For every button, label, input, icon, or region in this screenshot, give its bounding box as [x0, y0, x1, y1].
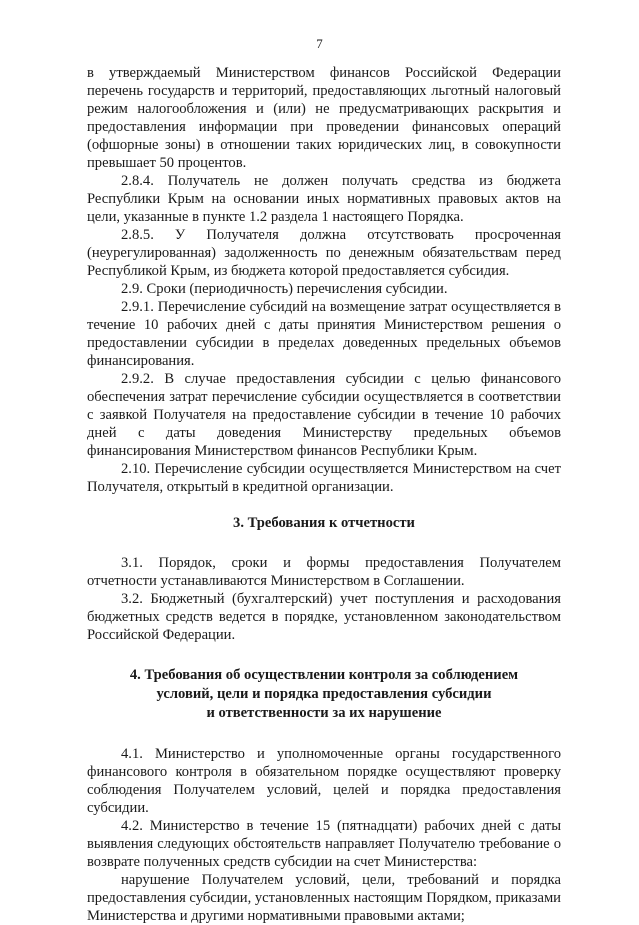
section-4-heading-line-2: условий, цели и порядка предоставления субсидии [156, 686, 492, 702]
section-4-heading [87, 666, 561, 723]
document-body [87, 64, 561, 925]
paragraph-violation: нарушение Получателем условий, цели, требований и порядка предоставления субсидии, установленных настоящим Порядком, приказами Министерства и другими нормативными правовыми актами; [87, 872, 561, 924]
section-3-heading: 3. Требования к отчетности [233, 515, 415, 531]
paragraph-2-9-2: 2.9.2. В случае предоставления субсидии с целью финансового обеспечения затрат перечисление субсидии осуществляется в соответствии с заявкой Получателя на предоставление субсидии в течение 10 рабочих дней с даты доведения Министерству предельных объемов финансирования Министерством финансов Республики Крым. [87, 371, 561, 459]
paragraph-3-1: 3.1. Порядок, сроки и формы предоставления Получателем отчетности устанавливаются Министерством в Соглашении. [87, 555, 561, 589]
paragraph-2-8-4: 2.8.4. Получатель не должен получать средства из бюджета Республики Крым на основании иных нормативных правовых актов на цели, указанные в пункте 1.2 раздела 1 настоящего Порядка. [87, 173, 561, 225]
paragraph-continuation: в утверждаемый Министерством финансов Российской Федерации перечень государств и территорий, предоставляющих льготный налоговый режим налогообложения и (или) не предусматривающих раскрытия и предоставления информации при проведении финансовых операций (офшорные зоны) в отношении таких юридических лиц, в совокупности превышает 50 процентов. [87, 65, 561, 171]
paragraph-2-10: 2.10. Перечисление субсидии осуществляется Министерством на счет Получателя, открытый в кредитной организации. [87, 461, 561, 495]
section-4-heading-line-3: и ответственности за их нарушение [206, 705, 442, 721]
paragraph-2-9: 2.9. Сроки (периодичность) перечисления субсидии. [121, 281, 448, 297]
paragraph-2-9-1: 2.9.1. Перечисление субсидий на возмещение затрат осуществляется в течение 10 рабочих дней с даты принятия Министерством решения о предоставлении субсидии в пределах доведенных предельных объемов финансирования. [87, 299, 561, 369]
paragraph-4-2: 4.2. Министерство в течение 15 (пятнадцати) рабочих дней с даты выявления следующих обстоятельств направляет Получателю требование о возврате полученных средств субсидии на счет Министерства: [87, 818, 561, 870]
section-4-heading-line-1: 4. Требования об осуществлении контроля за соблюдением [129, 667, 519, 683]
paragraph-4-1: 4.1. Министерство и уполномоченные органы государственного финансового контроля в обязательном порядке осуществляют проверку соблюдения Получателем условий, целей и порядка предоставления субсидии. [87, 746, 561, 816]
paragraph-3-2: 3.2. Бюджетный (бухгалтерский) учет поступления и расходования бюджетных средств ведется в порядке, установленном законодательством Российской Федерации. [87, 591, 561, 643]
paragraph-2-8-5: 2.8.5. У Получателя должна отсутствовать просроченная (неурегулированная) задолженность по денежным обязательствам перед Республикой Крым, из бюджета которой предоставляется субсидия. [87, 227, 561, 279]
page-number: 7 [316, 36, 323, 51]
